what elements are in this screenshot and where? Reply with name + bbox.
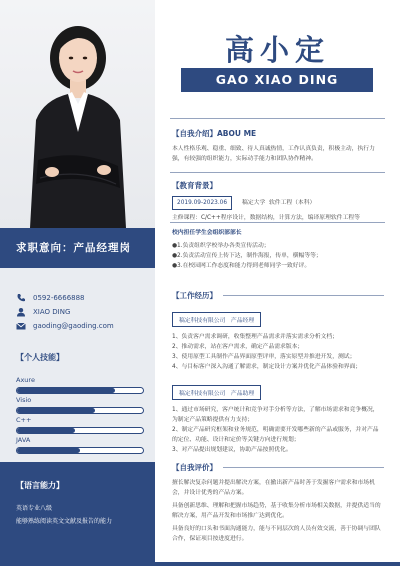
education-title: 【教育背景】: [172, 181, 217, 190]
education-row: [172, 196, 384, 210]
skill-fill: [17, 408, 95, 413]
evaluation-paragraph: 具备良好的口头和书面沟通能力，能与不同层次的人员有效交流，善于协调与团队合作，保证项目按进度进行。: [172, 526, 381, 542]
phone-icon: [16, 293, 26, 303]
campus-item: ●3.在校园网工作态度和能力得到老师同学一致好评。: [172, 263, 311, 269]
job-2: [172, 380, 384, 455]
skill-fill: [17, 448, 80, 453]
campus-item: ●2.负责活动宣传上传下达，制作海报，传单，横幅等等；: [172, 253, 322, 259]
email-text[interactable]: gaoding@gaoding.com: [33, 322, 114, 330]
job-company: [172, 385, 261, 400]
user-icon: [16, 307, 26, 317]
contact-email: [16, 321, 148, 331]
job-company: [172, 312, 261, 327]
language-title: 【语言能力】: [16, 481, 64, 490]
header-divider: [170, 118, 385, 119]
job-item: 3、对产品提出规划建议，协助产品按照优化。: [172, 447, 292, 453]
job-company-text: 稿定科技有限公司: [179, 391, 226, 397]
profile-photo: [0, 0, 155, 228]
education-section: [172, 180, 384, 223]
skill-visio: [16, 396, 144, 414]
work-title-line: [223, 295, 384, 296]
job-1: [172, 307, 384, 372]
evaluation-paragraph: 具备创新思维、理解和把握市场趋势，基于收集分析市场相关数据，并提供适当的解决方案，用产品开发和市场推广达到优化。: [172, 503, 381, 519]
evaluation-title-text: 【自我评价】: [172, 463, 217, 472]
skill-name: Visio: [16, 396, 32, 404]
education-courses: 主修课程：C/C++程序设计，数据结构，计算方法，编译原理软件工程等: [172, 215, 360, 221]
job-company-text: 稿定科技有限公司: [179, 318, 226, 324]
skill-bar: [16, 407, 144, 414]
campus-item: ●1.负责组织学校举办各类宣传活动；: [172, 243, 270, 249]
job-role: 产品助理: [230, 391, 255, 397]
evaluation-title: [172, 462, 384, 473]
qq-text: XIAO DING: [33, 308, 71, 316]
education-school: 稿定大学: [242, 200, 266, 206]
campus-title: 校内担任学生会组织部部长: [172, 230, 242, 236]
mail-icon: [16, 321, 26, 331]
section-divider: [170, 172, 385, 173]
contact-qq: [16, 307, 148, 317]
contact-phone: [16, 293, 148, 303]
job-item: 1、通过市场研究，客户统计和竞争对手分析等方法，了解市场需求和竞争概况，为制定产品策略提供有力支持；: [172, 407, 379, 423]
skill-name: C++: [16, 416, 32, 424]
intro-title: [172, 128, 384, 139]
job-intent-banner: 求职意向：产品经理岗: [0, 228, 155, 268]
candidate-pinyin: GAO XIAO DING: [181, 68, 373, 92]
skill-cpp: [16, 416, 144, 434]
skill-name: JAVA: [16, 436, 31, 444]
section-divider: [170, 222, 385, 223]
skill-axure: [16, 376, 144, 394]
skill-java: [16, 436, 144, 454]
evaluation-paragraph: 擅长解决复杂问题并提出解决方案，在撤出新产品时善于发掘客户需求和市场机会，并设计优秀的产品方案。: [172, 480, 375, 496]
work-title-text: 【工作经历】: [172, 291, 217, 300]
language-panel: [0, 462, 155, 566]
phone-text: 0592-6666888: [33, 294, 85, 302]
portrait-illustration: [0, 0, 155, 228]
skill-name: Axure: [16, 376, 35, 384]
intro-section: [172, 128, 384, 164]
job-item: 4、与目标客户深入沟通了解需求，制定设计方案并优化产品体验和界面；: [172, 364, 362, 370]
job-role: 产品经理: [230, 318, 255, 324]
bottom-accent-strip: [155, 562, 400, 566]
candidate-name: 高小定: [224, 33, 330, 67]
job-item: 2、制定产品研究框架和业务规范，明确需要开发哪些新的产品或服务，并对产品的定位、功能、设计和定价等关键方向进行规划；: [172, 427, 379, 443]
job-item: 3、使用原型工具制作产品界面原型评审，落实原型并推进开发，测试；: [172, 354, 356, 360]
evaluation-section: [172, 462, 384, 544]
job-item: 1、负责客户需求调研，收集整理产品需求并落实需求分析文档；: [172, 334, 339, 340]
language-item: 能够熟练阅读英文文献及报告的能力: [16, 518, 113, 525]
work-section: [172, 290, 384, 455]
skill-bar: [16, 447, 144, 454]
education-date: 2019.09-2023.06: [172, 196, 232, 210]
job-item: 2、推动需求，站在客户需求，确定产品需求版本；: [172, 344, 304, 350]
education-major: 软件工程（本科）: [268, 200, 316, 206]
skill-bar: [16, 427, 144, 434]
intro-text: 本人性格乐观、稳重、细致、待人真诚热情，工作认真负责，积极主动，执行力强，有较强的组织能力，实际动手能力和团队协作精神。: [172, 146, 375, 162]
language-item: 英语专业八级: [16, 505, 53, 512]
skills-title: 【个人技能】: [16, 353, 64, 362]
intro-title-text: 【自我介绍】ABOU ME: [172, 129, 257, 138]
evaluation-title-line: [223, 467, 384, 468]
skill-fill: [17, 428, 75, 433]
work-title: [172, 290, 384, 301]
campus-section: [172, 228, 384, 271]
skill-fill: [17, 388, 115, 393]
skill-bar: [16, 387, 144, 394]
